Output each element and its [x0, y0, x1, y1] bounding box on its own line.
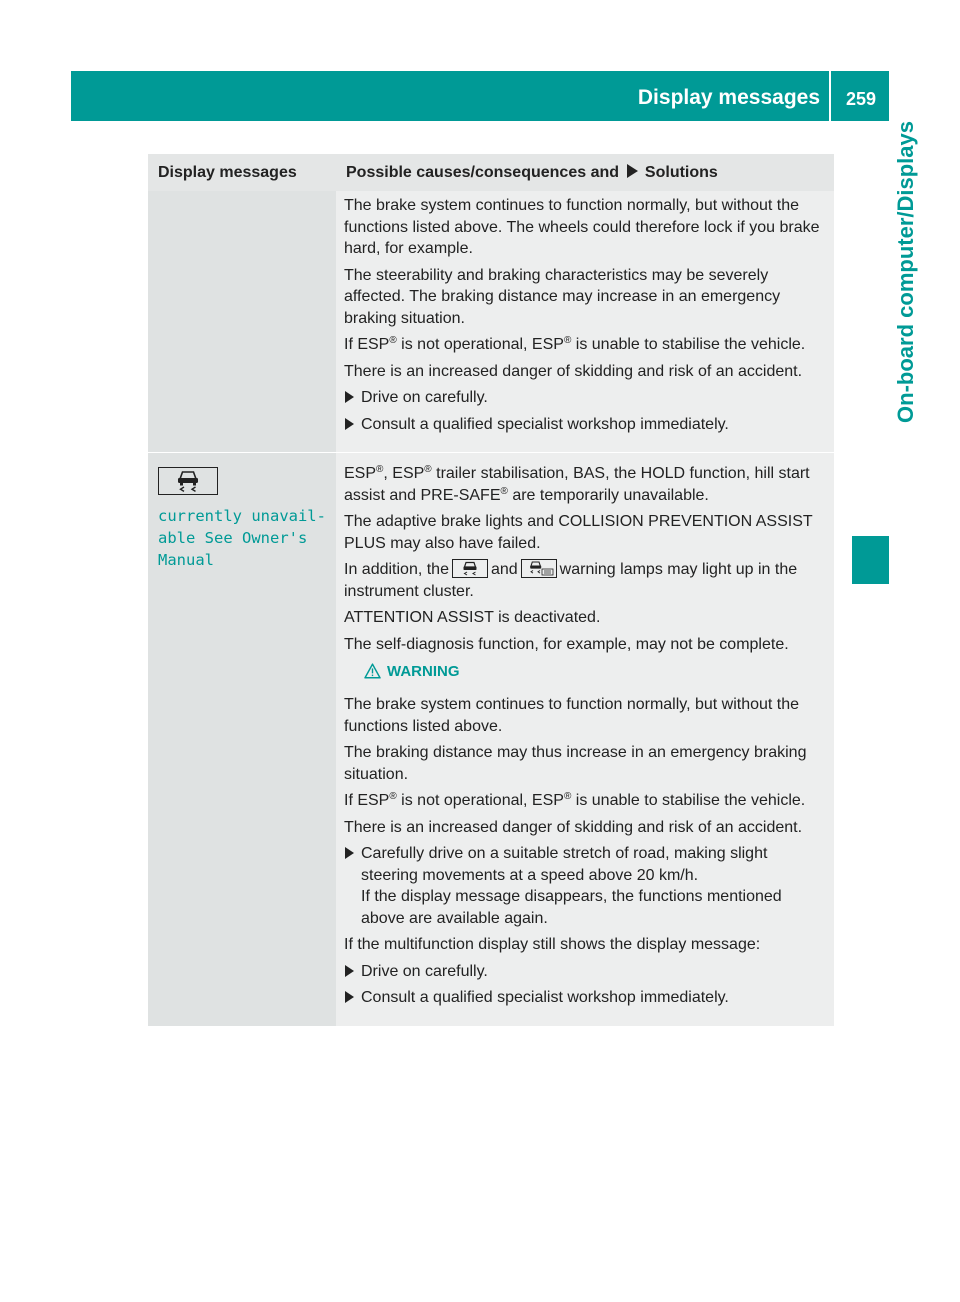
registered-mark: ®	[424, 464, 432, 475]
causes-solutions-cell	[336, 191, 834, 453]
registered-mark: ®	[563, 791, 572, 802]
column-header-display-messages: Display messages	[148, 154, 336, 191]
paragraph: The braking distance may thus increase in an emergency braking situation.	[344, 744, 807, 783]
step-text: Consult a qualified specialist workshop immediately.	[361, 415, 729, 433]
step-text: Carefully drive on a suitable stretch of road, making slight steering movements at a speed above 20 km/h.	[361, 845, 768, 884]
instruction-step	[344, 414, 826, 436]
paragraph: The adaptive brake lights and COLLISION PREVENTION ASSIST PLUS may also have failed.	[344, 513, 813, 552]
esp-lamp-graphic	[453, 560, 487, 577]
paragraph	[344, 559, 826, 602]
section-title: Display messages	[637, 86, 820, 109]
paragraph: There is an increased danger of skidding and risk of an accident.	[344, 818, 803, 836]
warning-triangle-icon	[364, 663, 381, 686]
paragraph	[344, 334, 826, 356]
step-arrow-icon	[345, 991, 354, 1003]
instruction-step	[344, 961, 826, 983]
paragraph: The self-diagnosis function, for example, may not be complete.	[344, 635, 789, 653]
step-arrow-icon	[345, 391, 354, 403]
display-message-cell	[148, 453, 336, 1026]
paragraph: If the multifunction display still shows the display message:	[344, 936, 761, 953]
instruction-step	[344, 843, 826, 929]
warning-heading	[364, 661, 826, 686]
text-span: If ESP	[344, 336, 390, 353]
paragraph: The steerability and braking characteristics may be severely affected. The braking distance may increase in an emergency braking situation.	[344, 266, 781, 327]
text-span: ESP	[344, 465, 377, 482]
registered-mark: ®	[376, 464, 384, 475]
registered-mark: ®	[500, 485, 508, 497]
instruction-step	[344, 387, 826, 409]
text-span: is unable to stabilise the vehicle.	[571, 792, 806, 809]
text-span: are temporarily unavailable.	[507, 486, 709, 504]
page-header-bar	[71, 71, 889, 121]
display-message-line: Manual	[158, 551, 214, 569]
display-messages-table	[148, 154, 834, 1026]
display-message-cell	[148, 191, 336, 453]
text-span: trailer stabilisation, BAS, the HOLD function, hill start assist and PRE-SAFE	[344, 465, 810, 504]
causes-solutions-cell	[336, 453, 834, 1026]
registered-mark: ®	[389, 791, 397, 802]
triangle-right-icon	[627, 164, 638, 178]
step-text: Drive on carefully.	[361, 962, 488, 980]
paragraph: The brake system continues to function normally, but without the functions listed above. The wheels could therefore lock if you brake hard, for example.	[344, 197, 820, 257]
column-header-causes-text: Possible causes/consequences and	[346, 163, 620, 181]
chapter-marker-block	[852, 536, 889, 584]
registered-mark: ®	[563, 335, 572, 346]
text-span: and	[490, 561, 518, 578]
step-arrow-icon	[345, 418, 354, 430]
chapter-label: On-board computer/Displays	[893, 121, 918, 423]
warning-label: WARNING	[387, 663, 460, 680]
text-span: is unable to stabilise the vehicle.	[571, 336, 806, 353]
text-span: warning lamps may light up in the instrument cluster.	[344, 561, 798, 600]
esp-skidding-car-icon	[158, 467, 218, 495]
step-text: Drive on carefully.	[361, 389, 488, 406]
registered-mark: ®	[389, 335, 397, 346]
display-message-line: able See Owner's	[158, 529, 308, 547]
table-header-row	[148, 154, 834, 191]
chapter-tab	[840, 121, 918, 581]
table-row	[148, 453, 834, 1026]
step-subtext: If the display message disappears, the functions mentioned above are available again.	[361, 888, 782, 927]
esp-off-icon	[521, 559, 557, 578]
text-span: If ESP	[344, 792, 390, 809]
esp-off-graphic	[522, 560, 556, 577]
paragraph	[344, 790, 826, 812]
column-header-causes-solutions	[336, 154, 834, 191]
paragraph: ATTENTION ASSIST is deactivated.	[344, 609, 601, 626]
esp-warning-lamp-icon	[452, 559, 488, 578]
header-separator	[829, 71, 831, 121]
table-row	[148, 191, 834, 453]
text-span: In addition, the	[344, 561, 449, 578]
text-span: is not operational, ESP	[396, 792, 564, 809]
step-text: Consult a qualified specialist workshop immediately.	[361, 989, 729, 1006]
step-arrow-icon	[345, 965, 354, 977]
paragraph	[344, 463, 826, 506]
paragraph: There is an increased danger of skidding and risk of an accident.	[344, 362, 803, 380]
step-arrow-icon	[345, 847, 354, 859]
text-span: is not operational, ESP	[396, 336, 564, 353]
paragraph: The brake system continues to function normally, but without the functions listed above.	[344, 696, 800, 735]
display-message-text	[158, 505, 326, 571]
warning-triangle-graphic	[364, 663, 381, 679]
display-message-line: currently unavail‐	[158, 507, 326, 525]
esp-icon-graphic	[159, 468, 217, 494]
instruction-step	[344, 987, 826, 1009]
column-header-solutions-text: Solutions	[644, 163, 718, 181]
text-span: , ESP	[383, 465, 425, 482]
page-number: 259	[845, 89, 877, 109]
